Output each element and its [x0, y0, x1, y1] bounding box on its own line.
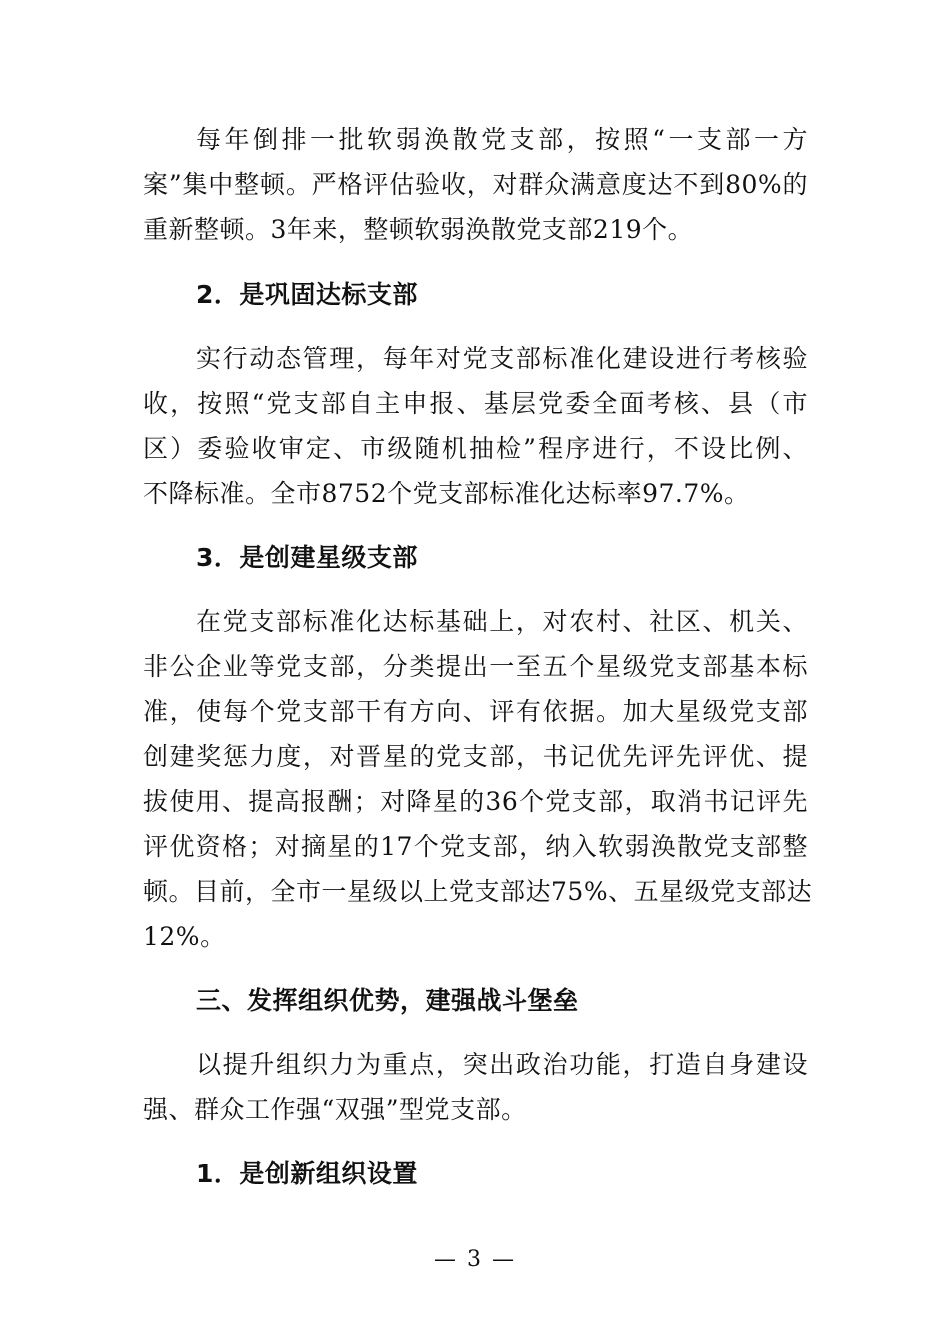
paragraph-line: 顿。目前，全市一星级以上党支部达75%、五星级党支部达 — [143, 877, 813, 906]
page-number: — 3 — — [434, 1247, 516, 1272]
paragraph-line: 强、群众工作强“双强”型党支部。 — [143, 1095, 527, 1124]
section-heading: 三、发挥组织优势，建强战斗堡垒 — [196, 986, 579, 1015]
paragraph-line: 重新整顿。3年来，整顿软弱涣散党支部219个。 — [143, 215, 694, 244]
paragraph-line: 在党支部标准化达标基础上，对农村、社区、机关、 — [196, 607, 808, 636]
paragraph-line: 实行动态管理，每年对党支部标准化建设进行考核验 — [196, 344, 808, 373]
subheading: 3．是创建星级支部 — [196, 543, 418, 572]
paragraph-line: 区）委验收审定、市级随机抽检”程序进行，不设比例、 — [143, 434, 808, 463]
paragraph-line: 收，按照“党支部自主申报、基层党委全面考核、县（市 — [143, 389, 808, 418]
paragraph-line: 拔使用、提高报酬；对降星的36个党支部，取消书记评先 — [143, 787, 808, 816]
paragraph-line: 案”集中整顿。严格评估验收，对群众满意度达不到80%的 — [143, 170, 808, 199]
paragraph-line: 创建奖惩力度，对晋星的党支部，书记优先评先评优、提 — [143, 742, 808, 771]
paragraph-line: 非公企业等党支部，分类提出一至五个星级党支部基本标 — [143, 652, 808, 681]
paragraph-line: 评优资格；对摘星的17个党支部，纳入软弱涣散党支部整 — [143, 832, 808, 861]
paragraph-line: 准，使每个党支部干有方向、评有依据。加大星级党支部 — [143, 697, 808, 726]
paragraph-line: 12%。 — [143, 922, 226, 951]
paragraph-line: 不降标准。全市8752个党支部标准化达标率97.7%。 — [143, 479, 750, 508]
paragraph-line: 以提升组织力为重点，突出政治功能，打造自身建设 — [196, 1050, 808, 1079]
subheading: 2．是巩固达标支部 — [196, 280, 418, 309]
paragraph-line: 每年倒排一批软弱涣散党支部，按照“一支部一方 — [196, 125, 808, 154]
subheading: 1．是创新组织设置 — [196, 1159, 418, 1188]
